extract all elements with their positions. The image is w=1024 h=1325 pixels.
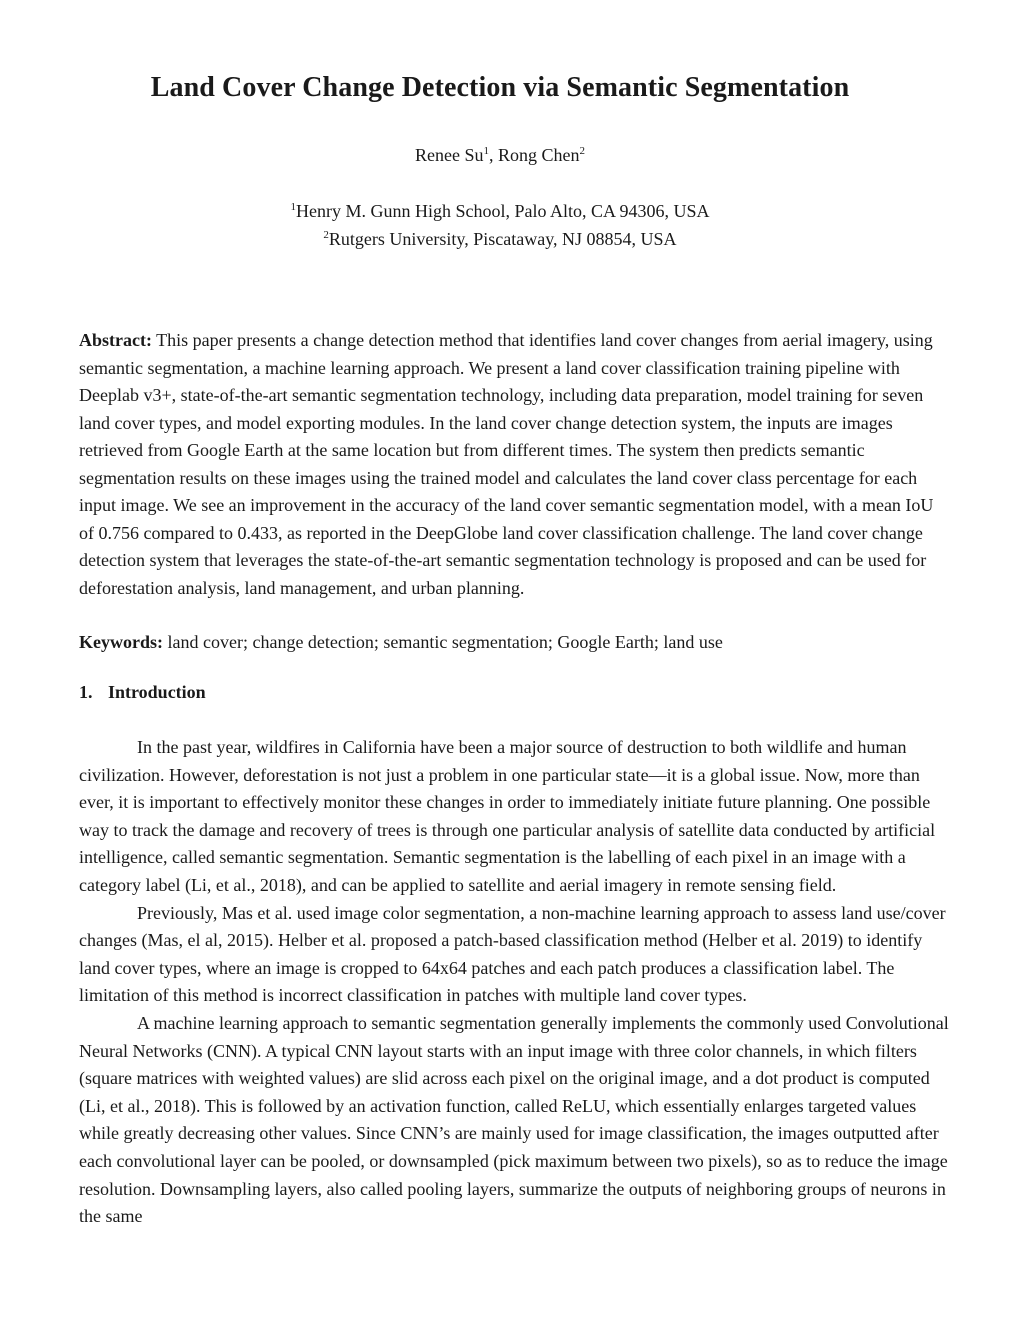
keywords-text: land cover; change detection; semantic segmentation; Google Earth; land use <box>163 632 723 652</box>
affiliation-mark: 1 <box>290 201 296 213</box>
author-line <box>0 145 1000 166</box>
abstract <box>79 327 949 602</box>
author-name: Renee Su <box>415 145 484 165</box>
abstract-text: This paper presents a change detection method that identifies land cover changes from aerial imagery, using semantic segmentation, a machine learning approach. We present a land cover classification training pipeline with Deeplab v3+, state-of-the-art semantic segmentation technology, including data preparation, model training for seven land cover types, and model exporting modules. In the land cover change detection system, the inputs are images retrieved from Google Earth at the same location but from different times. The system then predicts semantic segmentation results on these images using the trained model and calculates the land cover class percentage for each input image. We see an improvement in the accuracy of the land cover semantic segmentation model, with a mean IoU of 0.756 compared to 0.433, as reported in the DeepGlobe land cover classification challenge. The land cover change detection system that leverages the state-of-the-art semantic segmentation technology is proposed and can be used for deforestation analysis, land management, and urban planning. <box>79 330 934 598</box>
author-name: Rong Chen <box>497 145 580 165</box>
affiliation-2 <box>0 229 1000 250</box>
affiliation-text: Henry M. Gunn High School, Palo Alto, CA 94306, USA <box>295 201 710 221</box>
affiliation-1 <box>0 201 1000 222</box>
author-separator: , <box>488 145 498 165</box>
keywords-label: Keywords: <box>79 632 163 652</box>
author-affiliation-mark: 2 <box>579 145 585 157</box>
keywords <box>79 629 949 657</box>
section-number: 1. <box>79 682 93 702</box>
paper-title: Land Cover Change Detection via Semantic Segmentation <box>150 72 850 103</box>
affiliation-mark: 2 <box>323 229 329 241</box>
body-paragraph: In the past year, wildfires in California have been a major source of destruction to both wildlife and human civilization. However, deforestation is not just a problem in one particular state—it is a global issue. Now, more than ever, it is important to effectively monitor these changes in order to immediately initiate future planning. One possible way to track the damage and recovery of trees is through one particular analysis of satellite data conducted by artificial intelligence, called semantic segmentation. Semantic segmentation is the labelling of each pixel in an image with a category label (Li, et al., 2018), and can be applied to satellite and aerial imagery in remote sensing field. <box>79 737 936 895</box>
section-title: Introduction <box>108 682 206 702</box>
abstract-label: Abstract: <box>79 330 152 350</box>
affiliation-text: Rutgers University, Piscataway, NJ 08854, USA <box>328 229 677 249</box>
introduction-body <box>79 734 954 1231</box>
section-heading-introduction <box>79 682 206 703</box>
author-affiliation-mark: 1 <box>483 145 489 157</box>
body-paragraph: Previously, Mas et al. used image color segmentation, a non-machine learning approach to assess land use/cover changes (Mas, el al, 2015). Helber et al. proposed a patch-based classification method (Helber et al. 2019) to identify land cover types, where an image is cropped to 64x64 patches and each patch produces a classification label. The limitation of this method is incorrect classification in patches with multiple land cover types. <box>79 902 946 1006</box>
body-paragraph: A machine learning approach to semantic segmentation generally implements the commonly used Convolutional Neural Networks (CNN). A typical CNN layout starts with an input image with three color channels, in which filters (square matrices with weighted values) are slid across each pixel on the original image, and a dot product is computed (Li, et al., 2018). This is followed by an activation function, called ReLU, which essentially enlarges targeted values while greatly decreasing other values. Since CNN’s are mainly used for image classification, the images outputted after each convolutional layer can be pooled, or downsampled (pick maximum between two pixels), so as to reduce the image resolution. Downsampling layers, also called pooling layers, summarize the outputs of neighboring groups of neurons in the same <box>79 1012 949 1227</box>
